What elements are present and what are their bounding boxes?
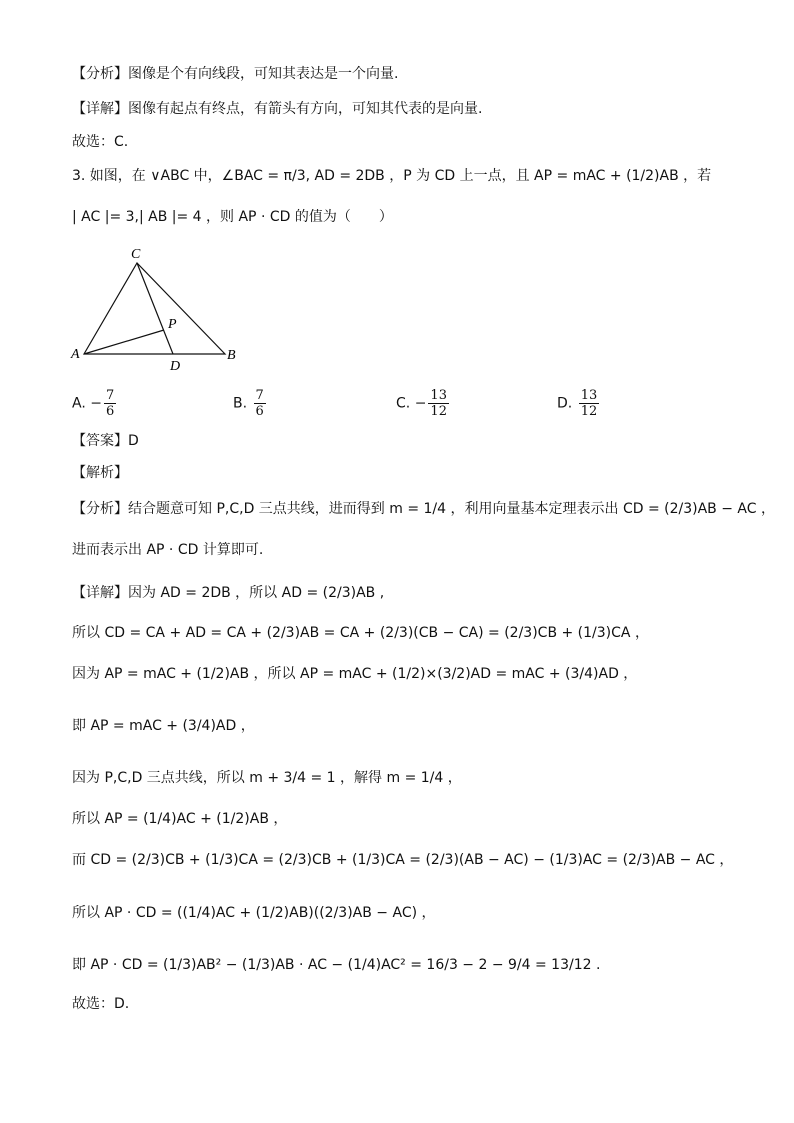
label-p: P (168, 317, 177, 332)
option-c[interactable] (396, 388, 451, 419)
analysis-line2: 进而表示出 AP · CD 计算即可. (72, 542, 264, 558)
option-a-num: 7 (105, 388, 115, 403)
prev-choice: 故选：C. (72, 134, 129, 150)
segment-cd (137, 263, 173, 354)
option-c-label: C. (396, 395, 411, 412)
option-c-fraction (428, 388, 449, 419)
label-c: C (131, 247, 141, 262)
option-d[interactable] (557, 388, 601, 419)
answer-tag: 【答案】D (72, 433, 139, 449)
detail-line9: 即 AP · CD = (1/3)AB² − (1/3)AB · AC − (1/4)AC² = 16/3 − 2 − 9/4 = 13/12 . (72, 957, 601, 973)
option-c-num: 13 (430, 388, 447, 403)
option-c-sign: − (414, 395, 427, 412)
option-d-label: D. (557, 395, 573, 412)
option-a-fraction (104, 388, 116, 419)
detail-line2: 所以 CD = CA + AD = CA + (2/3)AB = CA + (2/3)(CB − CA) = (2/3)CB + (1/3)CA ， (72, 625, 649, 641)
option-a-label: A. (72, 395, 86, 412)
option-d-den: 12 (580, 404, 598, 419)
option-b-den: 6 (255, 404, 264, 419)
final-choice: 故选：D. (72, 996, 130, 1012)
option-c-den: 12 (430, 404, 447, 419)
option-b-fraction (254, 388, 266, 419)
detail-line6: 所以 AP = (1/4)AC + (1/2)AB ， (72, 811, 288, 827)
detail-line8: 所以 AP · CD = ((1/4)AC + (1/2)AB)((2/3)AB − AC) ， (72, 905, 436, 921)
detail-line5: 因为 P,C,D 三点共线，所以 m + 3/4 = 1 ，解得 m = 1/4 ， (72, 770, 462, 786)
option-d-fraction (579, 388, 600, 419)
option-a-sign: − (90, 395, 102, 412)
label-d: D (170, 359, 181, 374)
q3-stem-line2: | AC |= 3,| AB |= 4 ，则 AP · CD 的值为（ ） (72, 209, 393, 225)
option-b-label: B. (233, 395, 248, 412)
solution-tag: 【解析】 (72, 465, 128, 481)
detail-line1: 【详解】因为 AD = 2DB ，所以 AD = (2/3)AB , (72, 585, 385, 601)
triangle-figure (66, 244, 246, 374)
detail-line3: 因为 AP = mAC + (1/2)AB ，所以 AP = mAC + (1/2)×(3/2)AD = mAC + (3/4)AD ， (72, 666, 638, 682)
label-b: B (227, 348, 236, 363)
detail-line4: 即 AP = mAC + (3/4)AD ， (72, 718, 255, 734)
detail-line7: 而 CD = (2/3)CB + (1/3)CA = (2/3)CB + (1/3)CA = (2/3)(AB − AC) − (1/3)AC = (2/3)AB − AC ， (72, 852, 734, 868)
option-b[interactable] (233, 388, 268, 419)
option-a-den: 6 (105, 404, 115, 419)
prev-detail: 【详解】图像有起点有终点，有箭头有方向，可知其代表的是向量. (72, 101, 483, 117)
option-d-num: 13 (580, 388, 598, 403)
analysis-line1: 【分析】结合题意可知 P,C,D 三点共线，进而得到 m = 1/4 ，利用向量基本定理表示出 CD = (2/3)AB − AC ， (72, 501, 775, 517)
q3-stem-line1: 3. 如图，在 ∨ABC 中，∠BAC = π/3, AD = 2DB ，P 为 CD 上一点，且 AP = mAC + (1/2)AB ，若 (72, 168, 712, 184)
option-b-num: 7 (255, 388, 264, 403)
label-a: A (71, 347, 80, 362)
prev-analysis: 【分析】图像是个有向线段，可知其表达是一个向量. (72, 66, 399, 82)
option-a[interactable] (72, 388, 118, 419)
